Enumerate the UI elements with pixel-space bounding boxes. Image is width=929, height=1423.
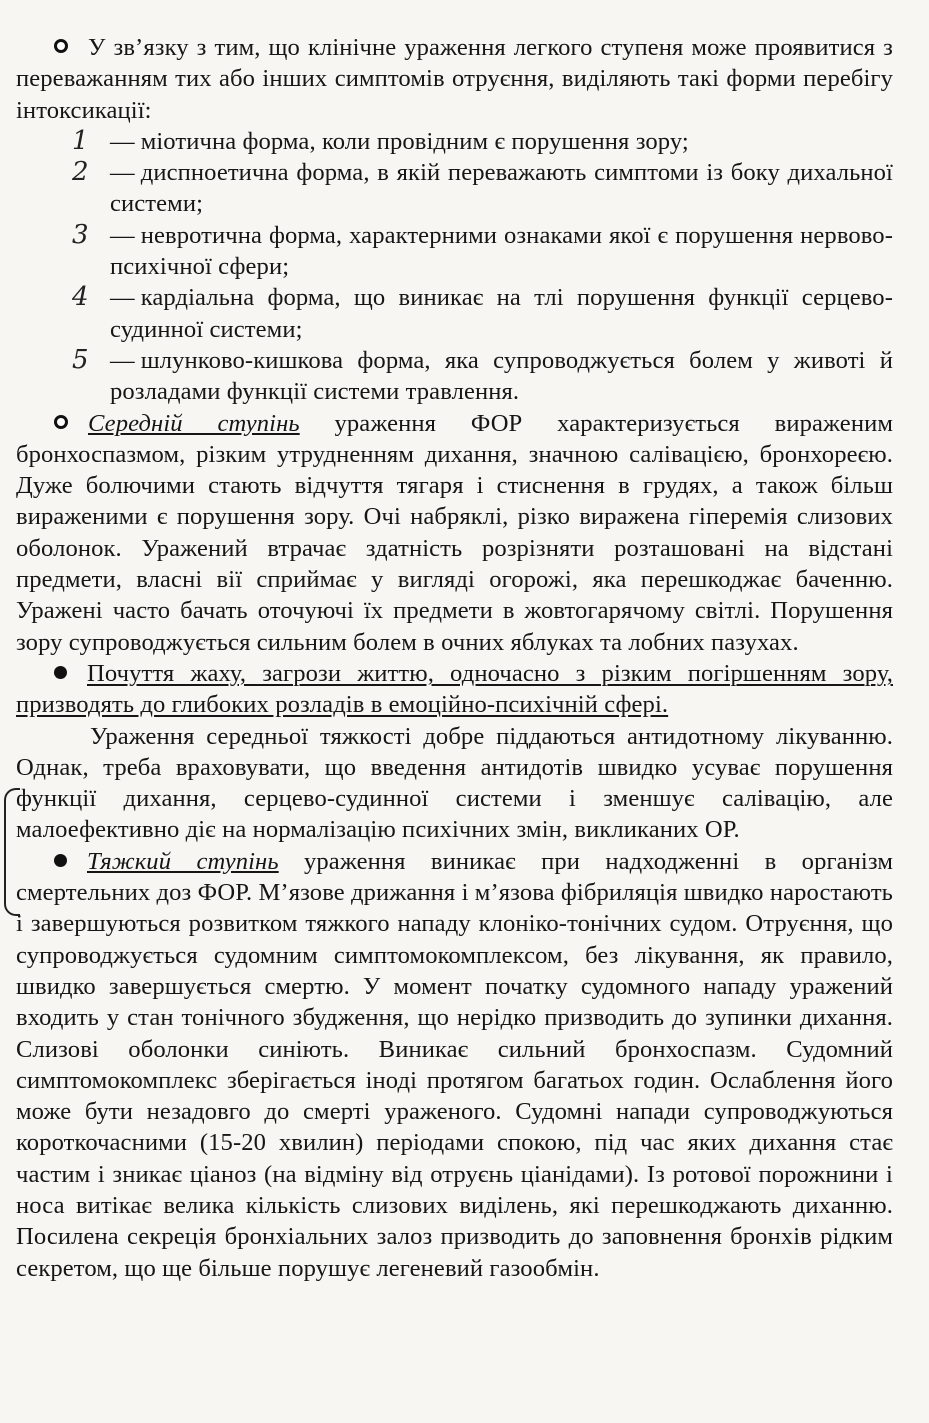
medium-degree-paragraph — [16, 408, 893, 658]
medium-degree-title: Середній ступінь — [88, 409, 300, 437]
form-number: 1 — [72, 125, 89, 156]
form-number: 4 — [72, 282, 89, 313]
form-text: диспноетична форма, в якій переважають симптоми із боку дихальної системи; — [110, 159, 893, 218]
form-number: 5 — [72, 344, 89, 375]
form-text: кардіальна форма, що виникає на тлі порушення функції серцево-судинної системи; — [110, 284, 893, 343]
form-text: шлунково-кишкова форма, яка супроводжується болем у животі й розладами функції системи травлення. — [110, 346, 893, 406]
form-number: 3 — [72, 219, 89, 250]
form-item: 3 — невротична форма, характерними ознаками якої є порушення нервово-психічної сфери; — [72, 219, 893, 281]
intro-text: У зв’язку з тим, що клінічне ураження легкого ступеня може проявитися з переважанням тих або інших симптомів отруєння, виділяють такі форми перебігу інтоксикації: — [16, 34, 893, 124]
form-item: 1 — міотична форма, коли провідним є порушення зору; — [72, 125, 689, 156]
antidote-paragraph — [16, 721, 893, 846]
form-text: невротична форма, характерними ознаками якої є порушення нервово-психічної сфери; — [110, 221, 893, 281]
form-item: 2 — диспноетична форма, в якій переважають симптоми із боку дихальної системи; — [72, 157, 893, 218]
margin-bracket — [4, 788, 20, 916]
antidote-text: Ураження середньої тяжкості добре піддаються антидотному лікуванню. Однак, треба враховувати, що введення антидотів швидко усуває порушення функції дихання, серцево-судинної системи і зменшує салівацію, але малоефективно діє на нормалізацію психічних змін, викликаних ОР. — [16, 722, 893, 844]
forms-list — [72, 126, 893, 408]
bullet-icon — [54, 39, 68, 53]
severe-degree-paragraph — [16, 846, 893, 1284]
form-item: 4 — кардіальна форма, що виникає на тлі порушення функції серцево-судинної системи; — [72, 282, 893, 343]
intro-paragraph — [16, 32, 893, 126]
bullet-icon — [54, 854, 67, 867]
medium-degree-text: ураження ФОР характеризується вираженим бронхоспазмом, різким утрудненням дихання, значною салівацією, бронхореєю. Дуже болючими стають відчуття тягаря і стиснення в грудях, а також більш вираженими є порушення зору. Очі набряклі, різко виражена гіперемія слизових оболонок. Уражений втрачає здатність розрізняти розташовані на відстані предмети, власні вії сприймає у вигляді огорожі, яка перешкоджає баченню. Уражені часто бачать оточуючі їх предмети в жовтогарячому світлі. Порушення зору супроводжується сильним болем в очних яблуках та лобних пазухах. — [16, 409, 894, 656]
fear-text: Почуття жаху, загрози життю, одночасно з різким погіршенням зору, призводять до глибоких розладів в емоційно-психічній сфері. — [16, 659, 893, 719]
bullet-icon — [54, 415, 68, 429]
form-number: 2 — [72, 157, 89, 188]
form-item: 5 — шлунково-кишкова форма, яка супроводжується болем у животі й розладами функції системи травлення. — [72, 344, 893, 406]
bullet-icon — [54, 666, 67, 679]
fear-paragraph — [16, 658, 893, 721]
severe-degree-title: Тяжкий ступінь — [87, 847, 279, 875]
form-text: міотична форма, коли провідним є порушення зору; — [140, 127, 689, 155]
severe-degree-text: ураження виникає при надходженні в організм смертельних доз ФОР. М’язове дрижання і м’язова фібриляція швидко наростають і завершуються розвитком тяжкого нападу клоніко-тонічних судом. Отруєння, що супроводжується судомним симптомокомплексом, без лікування, як правило, швидко завершується смертю. У момент початку судомного нападу уражений входить у стан тонічного збудження, що нерідко призводить до зупинки дихання. Слизові оболонки синіють. Виникає сильний бронхоспазм. Судомний симптомокомплекс зберігається іноді протягом багатьох годин. Ослаблення його може бути незадовго до смерті ураженого. Судомні напади супроводжуються короткочасними (15-20 хвилин) періодами спокою, під час яких дихання стає частим і зникає ціаноз (на відміну від отруєнь ціанідами). Із ротової порожнини і носа витікає велика кількість слизових виділень, які перешкоджають диханню. Посилена секреція бронхіальних залоз призводить до заповнення бронхів рідким секретом, що ще більше порушує легеневий газообмін. — [16, 847, 893, 1282]
